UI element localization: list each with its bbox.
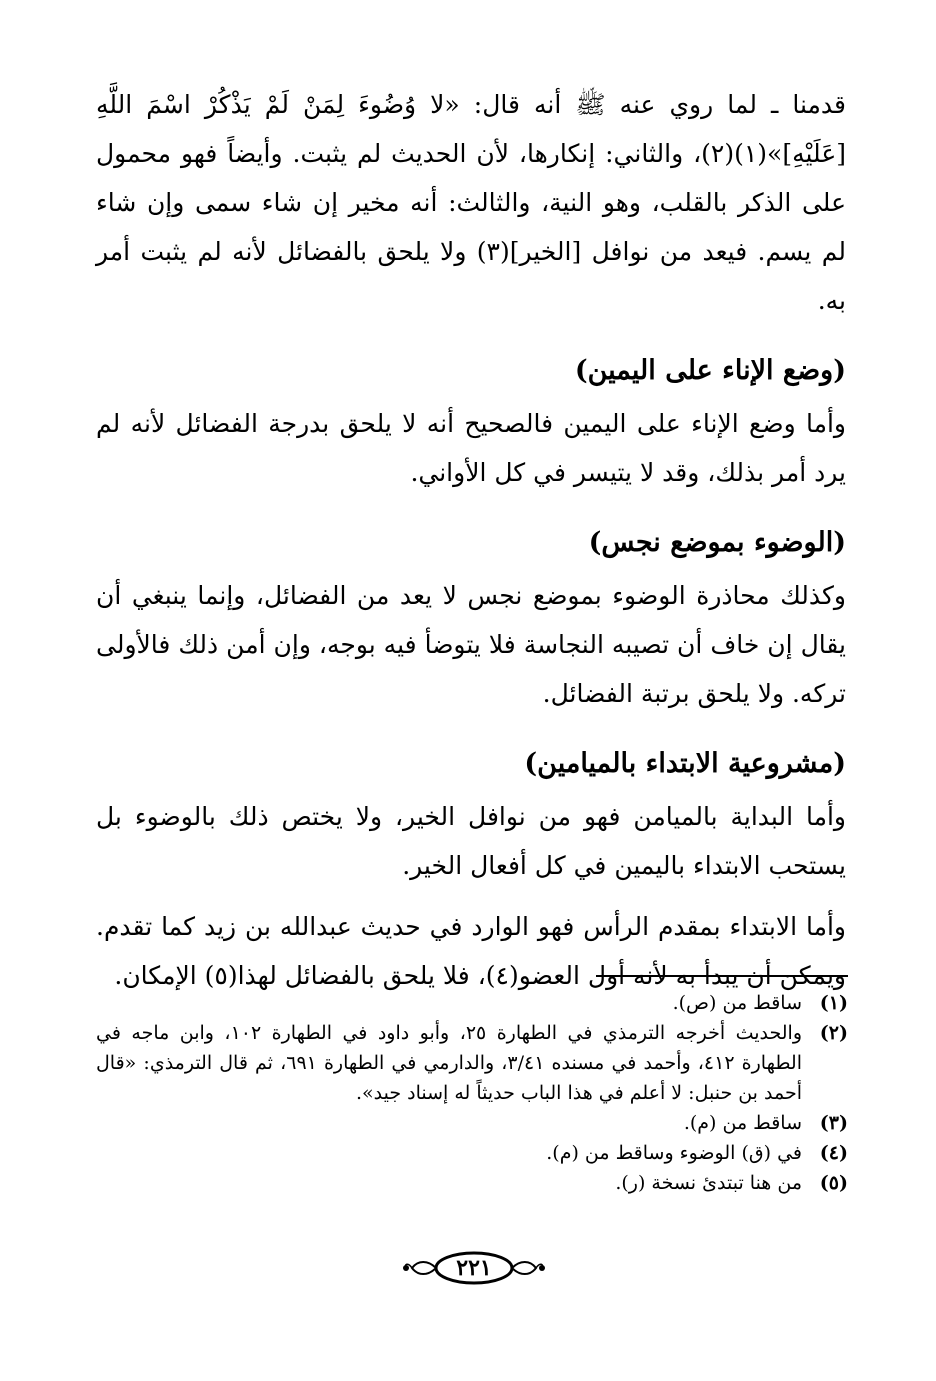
footnotes <box>96 988 848 1198</box>
footnote-text: ساقط من (ص). <box>672 992 802 1014</box>
paragraph-3: وكذلك محاذرة الوضوء بموضع نجس لا يعد من الفضائل، وإنما ينبغي أن يقال إن خاف أن تصيبه النجاسة فلا يتوضأ فيه بوجه، وإن أمن ذلك فالأولى تركه. ولا يلحق برتبة الفضائل. <box>96 581 846 708</box>
page-number: ٢٢١ <box>456 1255 492 1281</box>
paragraph-1: قدمنا ـ لما روي عنه ﷺ أنه قال: «لا وُضُوءَ لِمَنْ لَمْ يَذْكُرْ اسْمَ اللَّهِ [عَلَيْهِ]»(١)(٢)، والثاني: إنكارها، لأن الحديث لم يثبت. وأيضاً فهو محمول على الذكر بالقلب، وهو النية، والثالث: أنه مخير إن شاء سمى وإن شاء لم يسم. فيعد من نوافل [الخير](٣) ولا يلحق بالفضائل لأنه لم يثبت أمر به. <box>96 90 846 315</box>
heading-starting-right: (مشروعية الابتداء بالميامين) <box>524 748 846 779</box>
footnote-item <box>96 1018 848 1108</box>
page-number-ornament <box>400 1248 548 1288</box>
footnote-item <box>96 1108 848 1138</box>
footnote-item <box>96 1168 848 1198</box>
footnote-text: والحديث أخرجه الترمذي في الطهارة ٢٥، وأبو داود في الطهارة ١٠٢، وابن ماجه في الطهارة ٤١٢، وأحمد في مسنده ٣/٤١، والدارمي في الطهارة ٦٩١، ثم قال الترمذي: «قال أحمد بن حنبل: لا أعلم في هذا الباب حديثاً له إسناد جيد». <box>96 1022 802 1104</box>
main-text <box>96 80 846 1000</box>
footnote-number: (٣) <box>819 1112 848 1134</box>
footnote-text: ساقط من (م). <box>683 1112 802 1134</box>
heading-impure-place: (الوضوء بموضع نجس) <box>588 527 846 558</box>
footnote-number: (٥) <box>819 1172 848 1194</box>
heading-vessel-right: (وضع الإناء على اليمين) <box>574 355 846 386</box>
footnote-number: (٢) <box>819 1022 848 1044</box>
footnote-text: من هنا تبتدئ نسخة (ر). <box>615 1172 802 1194</box>
footnote-number: (١) <box>819 992 848 1014</box>
paragraph-2: وأما وضع الإناء على اليمين فالصحيح أنه لا يلحق بدرجة الفضائل لأنه لم يرد أمر بذلك، وقد لا يتيسر في كل الأواني. <box>96 409 846 487</box>
paragraph-5: وأما الابتداء بمقدم الرأس فهو الوارد في حديث عبدالله بن زيد كما تقدم. ويمكن أن يبدأ به لأنه أول العضو(٤)، فلا يلحق بالفضائل لهذا(٥) الإمكان. <box>96 912 846 990</box>
footnote-number: (٤) <box>819 1142 848 1164</box>
footnote-item <box>96 988 848 1018</box>
paragraph-4: وأما البداية بالميامن فهو من نوافل الخير، ولا يختص ذلك بالوضوء بل يستحب الابتداء باليمين في كل أفعال الخير. <box>96 802 846 880</box>
footnote-text: في (ق) الوضوء وساقط من (م). <box>546 1142 802 1164</box>
footnote-separator <box>596 975 848 977</box>
footnote-item <box>96 1138 848 1168</box>
